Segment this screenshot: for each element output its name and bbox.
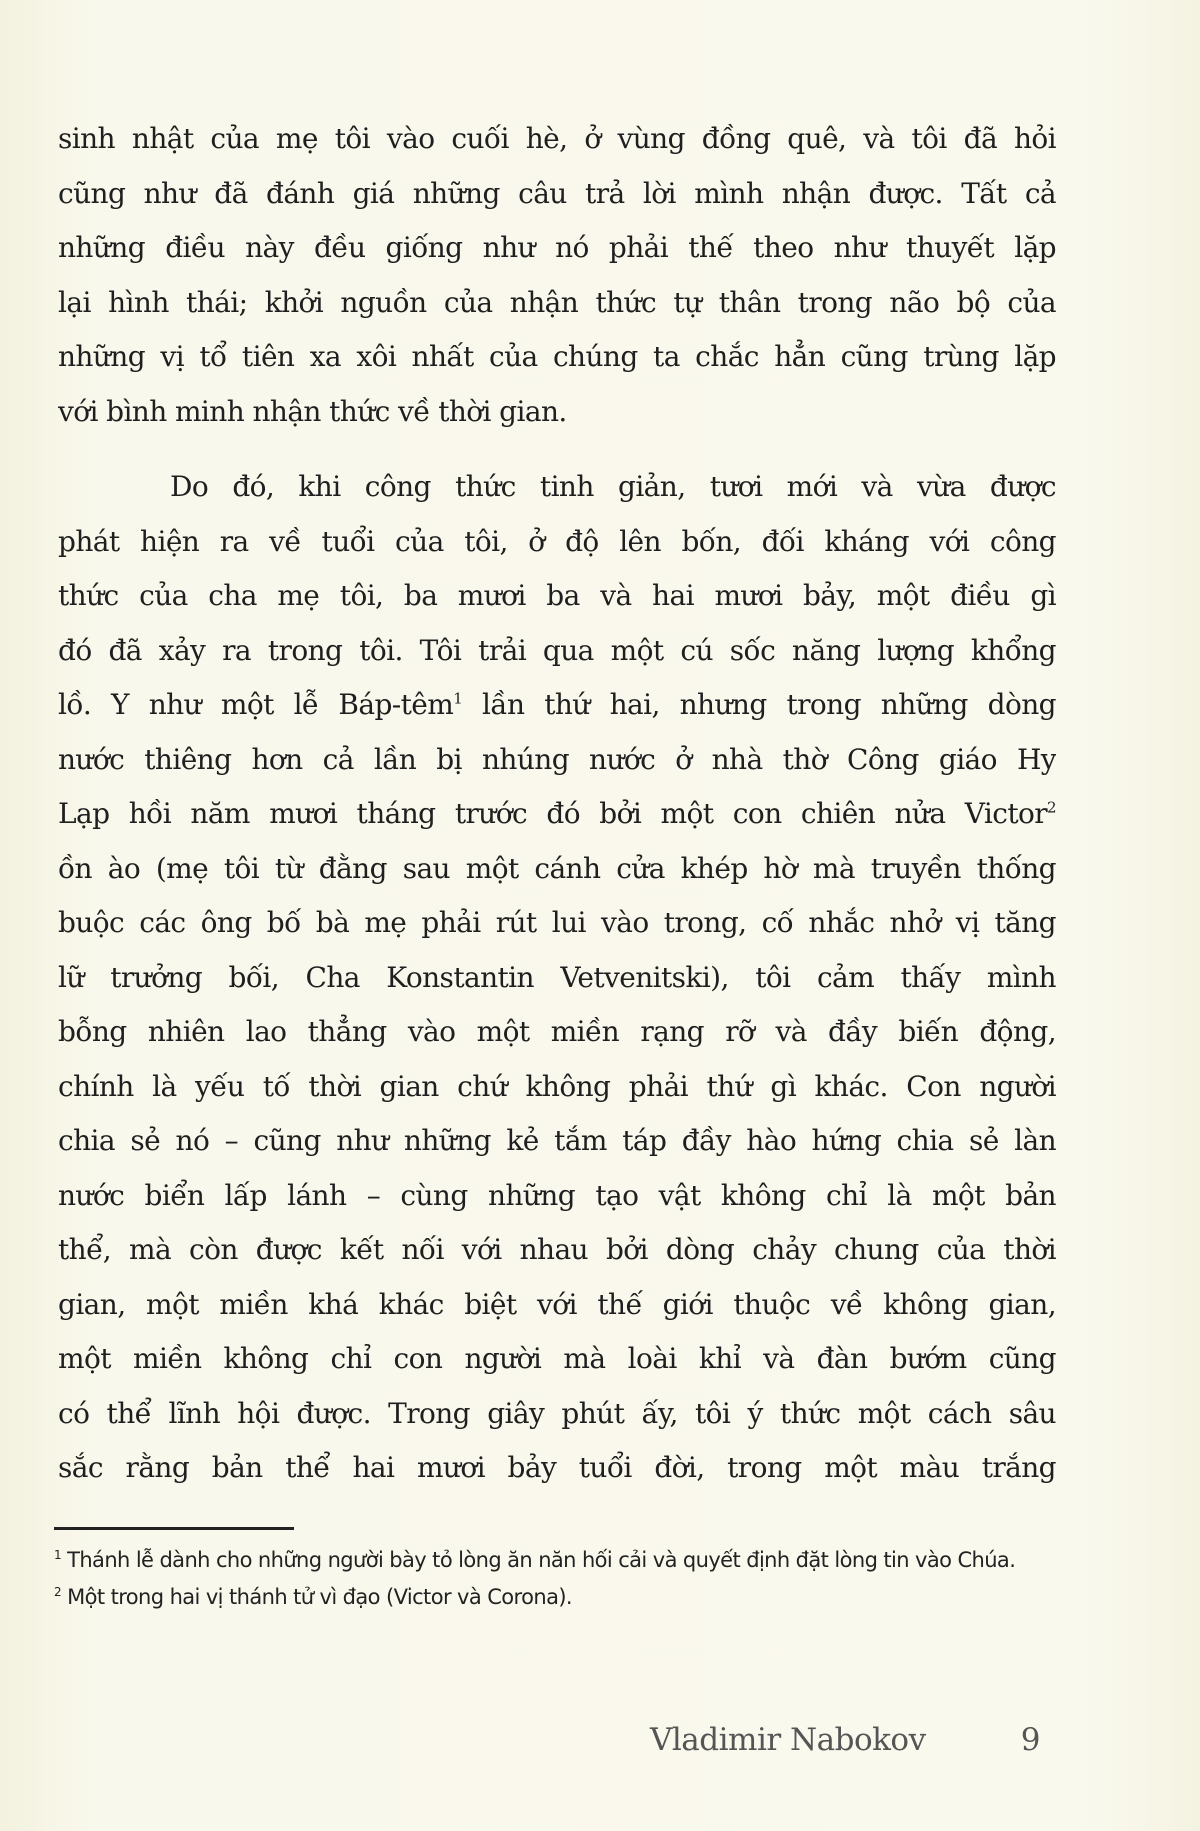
footnote-2	[54, 1581, 1054, 1614]
text-line	[58, 167, 1056, 222]
text-segment: gian, một miền khá khác biệt với thế giới thuộc về không gian,	[58, 1287, 1056, 1321]
text-segment: có thể lĩnh hội được. Trong giây phút ấy, tôi ý thức một cách sâu	[58, 1396, 1056, 1430]
footnote-reference: 2	[1047, 798, 1056, 817]
text-segment: ồn ào (mẹ tôi từ đằng sau một cánh cửa khép hờ mà truyền thống	[58, 851, 1056, 885]
text-line	[58, 1169, 1056, 1224]
text-line	[58, 385, 1056, 440]
footnotes	[54, 1544, 1054, 1614]
text-segment: thức của cha mẹ tôi, ba mươi ba và hai mươi bảy, một điều gì	[58, 579, 1056, 612]
footnote-number: 1	[54, 1548, 62, 1562]
text-segment: sinh nhật của mẹ tôi vào cuối hè, ở vùng đồng quê, và tôi đã hỏi	[58, 122, 1056, 155]
text-segment: sắc rằng bản thể hai mươi bảy tuổi đời, trong một màu trắng	[58, 1451, 1056, 1484]
text-segment: lần thứ hai, nhưng trong những dòng	[462, 688, 1056, 721]
text-line	[58, 951, 1056, 1006]
text-segment: thể, mà còn được kết nối với nhau bởi dòng chảy chung của thời	[58, 1233, 1056, 1266]
text-line	[58, 1005, 1056, 1060]
text-line	[58, 1332, 1056, 1387]
text-line	[58, 624, 1056, 679]
text-segment: phát hiện ra về tuổi của tôi, ở độ lên bốn, đối kháng với công	[58, 524, 1056, 558]
text-segment: những điều này đều giống như nó phải thế theo như thuyết lặp	[58, 231, 1056, 264]
text-segment: lồ. Y như một lễ Báp-têm	[58, 688, 454, 721]
text-segment: những vị tổ tiên xa xôi nhất của chúng ta chắc hẳn cũng trùng lặp	[58, 340, 1056, 373]
text-segment: lữ trưởng bối, Cha Konstantin Vetvenitski), tôi cảm thấy mình	[58, 960, 1056, 994]
text-line	[58, 460, 1056, 515]
text-segment: lại hình thái; khởi nguồn của nhận thức tự thân trong não bộ của	[58, 285, 1056, 319]
text-line	[58, 1060, 1056, 1115]
text-line	[58, 1441, 1056, 1496]
paragraph	[58, 112, 1056, 439]
text-segment: chia sẻ nó – cũng như những kẻ tắm táp đầy hào hứng chia sẻ làn	[58, 1124, 1056, 1157]
text-line	[58, 515, 1056, 570]
page-number: 9	[1020, 1722, 1040, 1758]
text-segment: nước biển lấp lánh – cùng những tạo vật không chỉ là một bản	[58, 1178, 1056, 1212]
text-line	[58, 569, 1056, 624]
text-line	[58, 1278, 1056, 1333]
footnote-divider	[54, 1527, 294, 1530]
text-segment: Lạp hồi năm mươi tháng trước đó bởi một con chiên nửa Victor	[58, 797, 1048, 830]
text-line	[58, 1114, 1056, 1169]
footnote-1	[54, 1544, 1054, 1577]
text-line	[58, 842, 1056, 897]
text-line	[58, 221, 1056, 276]
text-line	[58, 896, 1056, 951]
text-line	[58, 112, 1056, 167]
footnote-number: 2	[54, 1585, 62, 1599]
footnote-text: Một trong hai vị thánh tử vì đạo (Victor và Corona).	[67, 1585, 572, 1609]
body-text	[58, 112, 1056, 1496]
text-line	[58, 787, 1056, 842]
text-line	[58, 1223, 1056, 1278]
text-segment: chính là yếu tố thời gian chứ không phải thứ gì khác. Con người	[58, 1069, 1056, 1103]
text-line	[58, 678, 1056, 733]
text-segment: đó đã xảy ra trong tôi. Tôi trải qua một cú sốc năng lượng khổng	[58, 633, 1056, 667]
text-segment: nước thiêng hơn cả lần bị nhúng nước ở nhà thờ Công giáo Hy	[58, 742, 1056, 776]
text-line	[58, 276, 1056, 331]
text-segment: Do đó, khi công thức tinh giản, tươi mới và vừa được	[170, 470, 1056, 503]
text-line	[58, 1387, 1056, 1442]
author-name: Vladimir Nabokov	[650, 1722, 926, 1758]
footnote-reference: 1	[453, 689, 463, 708]
text-line	[58, 330, 1056, 385]
text-segment: buộc các ông bố bà mẹ phải rút lui vào trong, cố nhắc nhở vị tăng	[58, 906, 1056, 939]
text-segment: một miền không chỉ con người mà loài khỉ và đàn bướm cũng	[58, 1342, 1056, 1375]
paragraph	[58, 460, 1056, 1496]
running-footer	[650, 1722, 1040, 1758]
footnote-text: Thánh lễ dành cho những người bày tỏ lòng ăn năn hối cải và quyết định đặt lòng tin vào Chúa.	[67, 1548, 1016, 1572]
text-segment: với bình minh nhận thức về thời gian.	[58, 394, 567, 428]
text-segment: bỗng nhiên lao thẳng vào một miền rạng rỡ và đầy biến động,	[58, 1015, 1056, 1048]
text-segment: cũng như đã đánh giá những câu trả lời mình nhận được. Tất cả	[58, 176, 1056, 210]
text-line	[58, 733, 1056, 788]
